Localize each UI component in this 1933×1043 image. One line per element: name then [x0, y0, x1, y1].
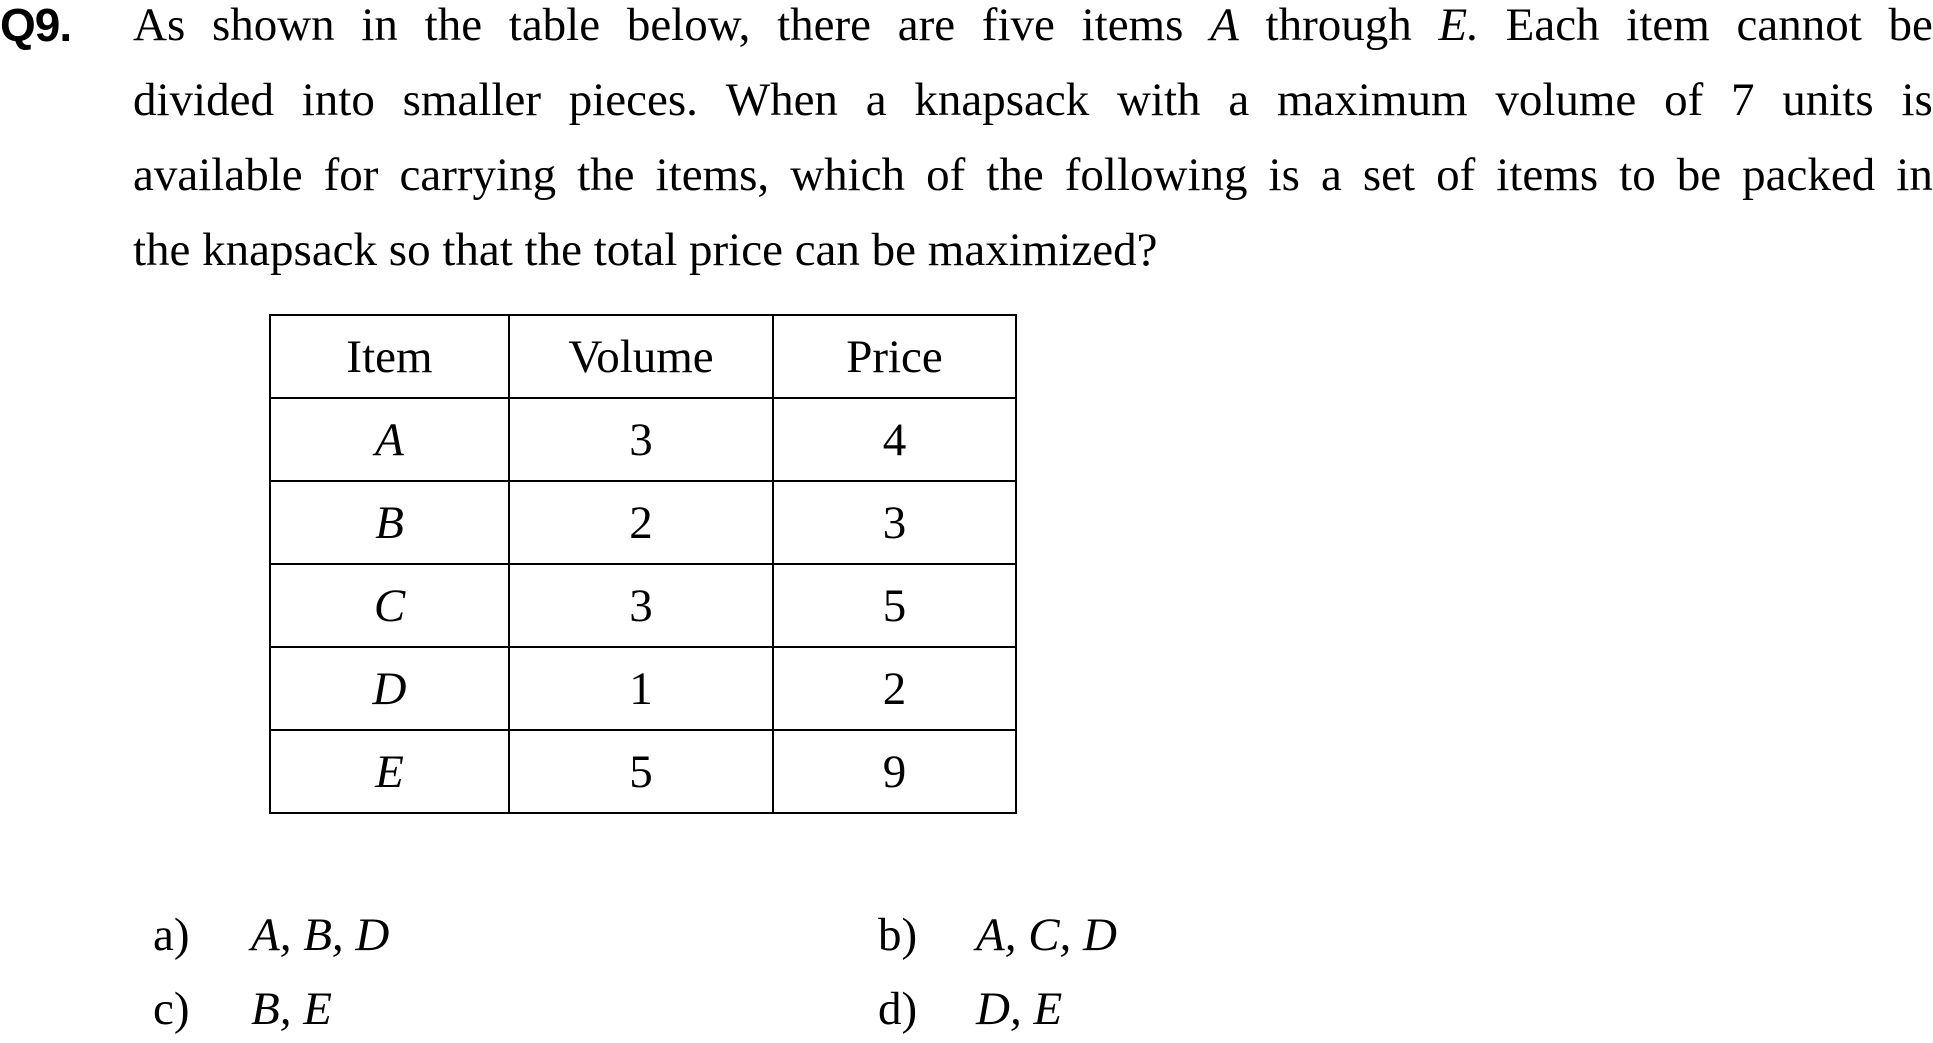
table-row — [270, 647, 1016, 730]
cell-item: C — [270, 564, 509, 647]
stem-item-a: A — [1210, 0, 1239, 51]
cell-item: B — [270, 481, 509, 564]
table-row — [270, 564, 1016, 647]
question-stem — [133, 0, 1933, 288]
choice-letter: b) — [878, 909, 918, 961]
question-block — [0, 0, 1933, 300]
header-price: Price — [773, 315, 1016, 398]
stem-line-1: As shown in the table below, there are five items A through E. Each item cannot be — [133, 0, 1933, 63]
stem-item-e: E. — [1438, 0, 1479, 51]
cell-volume: 5 — [509, 730, 773, 813]
choice-letter: d) — [878, 983, 918, 1035]
choice-answer: D, E — [976, 983, 1063, 1035]
header-volume: Volume — [509, 315, 773, 398]
table-row — [270, 730, 1016, 813]
cell-price: 3 — [773, 481, 1016, 564]
table-header-row — [270, 315, 1016, 398]
cell-price: 9 — [773, 730, 1016, 813]
stem-line-2: divided into smaller pieces. When a knapsack with a maximum volume of 7 units is — [133, 74, 1933, 126]
cell-item: D — [270, 647, 509, 730]
cell-price: 4 — [773, 398, 1016, 481]
choice-answer: A, B, D — [251, 909, 390, 961]
question-number: Q9. — [0, 0, 72, 51]
choice-letter: a) — [153, 909, 190, 961]
items-table — [269, 314, 1017, 814]
answer-choices — [0, 905, 1933, 1043]
cell-volume: 3 — [509, 398, 773, 481]
choice-answer: A, C, D — [976, 909, 1117, 961]
table-row — [270, 398, 1016, 481]
cell-item: E — [270, 730, 509, 813]
cell-price: 2 — [773, 647, 1016, 730]
cell-item: A — [270, 398, 509, 481]
table-row — [270, 481, 1016, 564]
stem-line-4: the knapsack so that the total price can be maximized? — [133, 224, 1158, 276]
stem-line-3: available for carrying the items, which of the following is a set of items to be packed in — [133, 149, 1933, 201]
choice-letter: c) — [153, 983, 190, 1035]
cell-volume: 3 — [509, 564, 773, 647]
cell-price: 5 — [773, 564, 1016, 647]
choice-answer: B, E — [251, 983, 332, 1035]
header-item: Item — [270, 315, 509, 398]
cell-volume: 1 — [509, 647, 773, 730]
cell-volume: 2 — [509, 481, 773, 564]
